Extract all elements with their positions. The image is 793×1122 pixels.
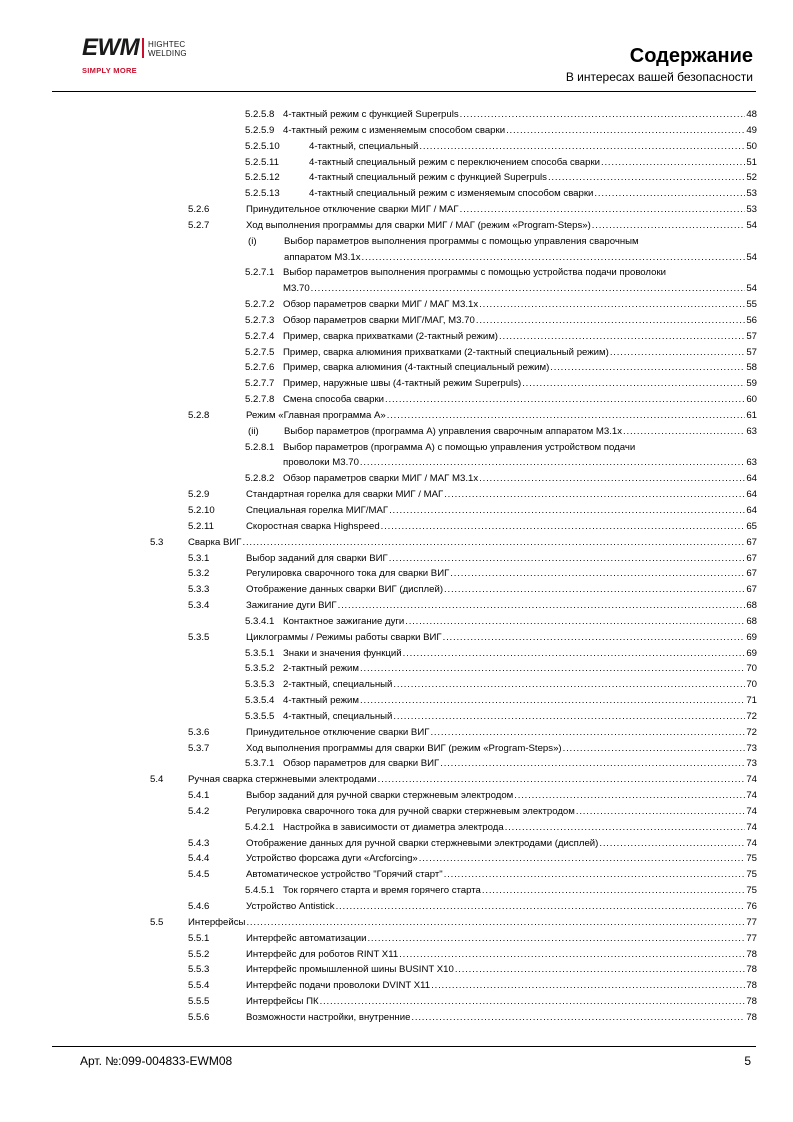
toc-entry-page: 53 bbox=[746, 188, 757, 200]
toc-entry-title: Смена способа сварки bbox=[283, 394, 385, 406]
toc-entry-page: 78 bbox=[746, 964, 757, 976]
toc-entry-number: 5.2.7.3 bbox=[245, 314, 275, 326]
toc-entry-title: Обзор параметров для сварки ВИГ bbox=[283, 758, 440, 770]
toc-entry[interactable] bbox=[0, 790, 793, 802]
toc-entry[interactable] bbox=[0, 774, 793, 786]
toc-leader-dots bbox=[246, 917, 745, 929]
toc-entry-title: Отображение данных для ручной сварки стержневыми электродами (дисплей) bbox=[246, 837, 599, 849]
page-header bbox=[0, 0, 793, 92]
toc-entry-number: 5.5.3 bbox=[188, 964, 210, 976]
toc-leader-dots bbox=[403, 648, 746, 660]
toc-entry-number: 5.4.5.1 bbox=[245, 885, 275, 897]
toc-entry[interactable] bbox=[0, 537, 793, 549]
toc-leader-dots bbox=[393, 679, 745, 691]
toc-entry-page: 71 bbox=[746, 695, 757, 707]
toc-entry-page: 72 bbox=[746, 726, 757, 738]
toc-entry-page: 74 bbox=[746, 774, 757, 786]
toc-leader-dots bbox=[362, 252, 746, 264]
toc-entry-number: 5.2.8 bbox=[188, 409, 210, 421]
toc-entry-page: 54 bbox=[746, 251, 757, 263]
toc-entry-title: Ручная сварка стержневыми электродами bbox=[188, 774, 377, 786]
logo-slogan: SIMPLY MORE bbox=[82, 66, 137, 75]
toc-entry-title: Режим «Главная программа А» bbox=[246, 409, 386, 421]
toc-leader-dots bbox=[243, 537, 746, 549]
toc-entry[interactable] bbox=[0, 853, 793, 865]
toc-entry[interactable] bbox=[0, 505, 793, 517]
toc-entry-number: 5.3.7.1 bbox=[245, 758, 275, 770]
toc-entry-title: Отображение данных сварки ВИГ (дисплей) bbox=[246, 584, 444, 596]
toc-leader-dots bbox=[550, 362, 745, 374]
toc-entry[interactable] bbox=[0, 584, 793, 596]
toc-entry-title: Возможности настройки, внутренние bbox=[246, 1011, 411, 1023]
toc-entry-number: 5.2.7.6 bbox=[245, 362, 275, 374]
toc-entry[interactable] bbox=[0, 220, 793, 232]
toc-entry-page: 78 bbox=[746, 996, 757, 1008]
toc-entry-number: 5.2.8.1 bbox=[245, 441, 275, 453]
toc-entry-title: Пример, наружные швы (4-тактный режим Superpuls) bbox=[283, 378, 522, 390]
toc-entry-number: 5.3.5.4 bbox=[245, 695, 275, 707]
toc-entry-title: Интерфейс автоматизации bbox=[246, 932, 367, 944]
toc-entry[interactable] bbox=[0, 410, 793, 422]
ewm-logo bbox=[82, 36, 222, 84]
toc-entry-page: 74 bbox=[746, 837, 757, 849]
page-number: 5 bbox=[744, 1054, 751, 1068]
toc-leader-dots bbox=[506, 125, 745, 137]
toc-entry-title-continuation: M3.70 bbox=[283, 283, 310, 295]
toc-entry-page: 53 bbox=[746, 204, 757, 216]
page-subtitle: В интересах вашей безопасности bbox=[565, 70, 753, 84]
toc-entry-number: 5.2.7.4 bbox=[245, 330, 275, 342]
toc-entry[interactable] bbox=[0, 568, 793, 580]
toc-entry-title: Ход выполнения программы для сварки МИГ / МАГ (режим «Program-Steps») bbox=[246, 219, 591, 231]
toc-leader-dots bbox=[381, 521, 746, 533]
toc-entry-number: 5.3 bbox=[150, 536, 164, 548]
toc-entry-number: 5.3.4.1 bbox=[245, 615, 275, 627]
toc-leader-dots bbox=[450, 568, 745, 580]
toc-leader-dots bbox=[389, 553, 746, 565]
toc-entry-number: 5.4 bbox=[150, 774, 164, 786]
toc-entry-number: 5.3.1 bbox=[188, 552, 210, 564]
toc-entry[interactable] bbox=[0, 521, 793, 533]
toc-entry-page: 68 bbox=[746, 600, 757, 612]
toc-entry-title: 4-тактный специальный режим с функцией Superpuls bbox=[309, 172, 547, 184]
toc-entry[interactable] bbox=[0, 347, 793, 359]
toc-entry-title-continuation: проволоки M3.70 bbox=[283, 457, 359, 469]
toc-entry-page: 74 bbox=[746, 805, 757, 817]
toc-entry-page: 67 bbox=[746, 536, 757, 548]
toc-entry-continuation[interactable] bbox=[0, 457, 793, 469]
toc-entry-title: Регулировка сварочного тока для сварки ВИГ bbox=[246, 568, 450, 580]
toc-entry[interactable] bbox=[0, 172, 793, 184]
toc-entry-page: 68 bbox=[746, 615, 757, 627]
toc-entry-page: 59 bbox=[746, 378, 757, 390]
toc-entry-number: 5.2.6 bbox=[188, 204, 210, 216]
toc-entry-page: 77 bbox=[746, 916, 757, 928]
toc-leader-dots bbox=[311, 283, 746, 295]
toc-leader-dots bbox=[514, 790, 745, 802]
toc-entry-page: 73 bbox=[746, 758, 757, 770]
toc-entry[interactable] bbox=[0, 442, 793, 454]
toc-leader-dots bbox=[460, 109, 746, 121]
toc-entry-number: 5.4.4 bbox=[188, 853, 210, 865]
toc-entry-title: Интерфейс подачи проволоки DVINT X11 bbox=[246, 980, 431, 992]
toc-entry-title: Обзор параметров сварки МИГ / МАГ M3.1x bbox=[283, 299, 479, 311]
toc-entry-page: 61 bbox=[746, 409, 757, 421]
toc-entry-number: 5.5.4 bbox=[188, 980, 210, 992]
toc-entry-page: 75 bbox=[746, 885, 757, 897]
toc-entry[interactable] bbox=[0, 806, 793, 818]
toc-entry-page: 72 bbox=[746, 710, 757, 722]
toc-leader-dots bbox=[430, 727, 745, 739]
toc-entry-number: 5.3.4 bbox=[188, 600, 210, 612]
toc-entry-number: 5.3.3 bbox=[188, 584, 210, 596]
toc-entry-title: 4-тактный специальный режим с переключением способа сварки bbox=[309, 156, 600, 168]
logo-divider bbox=[142, 38, 144, 58]
toc-entry[interactable] bbox=[0, 362, 793, 374]
toc-entry[interactable] bbox=[0, 949, 793, 961]
toc-entry-page: 78 bbox=[746, 948, 757, 960]
toc-leader-dots bbox=[399, 949, 745, 961]
toc-leader-dots bbox=[563, 743, 746, 755]
toc-entry-number: 5.4.5 bbox=[188, 869, 210, 881]
toc-entry-title: Выбор заданий для сварки ВИГ bbox=[246, 552, 388, 564]
toc-entry-number: 5.3.7 bbox=[188, 742, 210, 754]
logo-tagline-1: HIGHTEC bbox=[148, 40, 186, 49]
toc-entry-number: 5.2.5.11 bbox=[245, 156, 279, 168]
toc-leader-dots bbox=[482, 885, 745, 897]
page-title: Содержание bbox=[629, 45, 753, 67]
toc-entry-continuation[interactable] bbox=[0, 252, 793, 264]
toc-entry[interactable] bbox=[0, 917, 793, 929]
toc-entry[interactable] bbox=[0, 204, 793, 216]
toc-leader-dots bbox=[601, 157, 745, 169]
toc-entry-title: Интерфейсы bbox=[188, 916, 246, 928]
toc-entry-number: 5.2.10 bbox=[188, 505, 215, 516]
toc-entry-page: 74 bbox=[746, 821, 757, 833]
toc-entry-page: 76 bbox=[746, 901, 757, 912]
toc-leader-dots bbox=[367, 933, 745, 945]
toc-entry[interactable] bbox=[0, 109, 793, 121]
toc-entry[interactable] bbox=[0, 758, 793, 770]
toc-entry-page: 69 bbox=[746, 631, 757, 643]
toc-entry-number: 5.3.5 bbox=[188, 631, 210, 643]
toc-leader-dots bbox=[443, 632, 746, 644]
toc-leader-dots bbox=[419, 141, 745, 153]
article-number: Арт. №:099-004833-EWM08 bbox=[80, 1054, 233, 1068]
toc-entry[interactable] bbox=[0, 157, 793, 169]
toc-entry-page: 63 bbox=[746, 425, 757, 437]
toc-entry-page: 54 bbox=[746, 219, 757, 231]
toc-entry-title: Регулировка сварочного тока для ручной сварки стержневым электродом bbox=[246, 805, 575, 817]
toc-entry[interactable] bbox=[0, 679, 793, 691]
toc-leader-dots bbox=[455, 964, 746, 976]
toc-entry-title: Принудительное отключение сварки ВИГ bbox=[246, 726, 430, 738]
toc-leader-dots bbox=[360, 457, 745, 469]
toc-entry-title: Выбор параметров (программа A) управления сварочным аппаратом M3.1x bbox=[284, 425, 623, 437]
toc-entry-number: 5.2.7.2 bbox=[245, 299, 275, 311]
toc-leader-dots bbox=[405, 616, 745, 628]
toc-entry-title: 2-тактный режим bbox=[283, 663, 360, 675]
toc-entry-number: 5.3.5.5 bbox=[245, 710, 275, 722]
toc-entry-page: 58 bbox=[746, 362, 757, 374]
toc-leader-dots bbox=[389, 505, 745, 517]
toc-leader-dots bbox=[419, 853, 746, 865]
toc-entry-page: 63 bbox=[746, 457, 757, 469]
toc-leader-dots bbox=[385, 394, 745, 406]
toc-entry[interactable] bbox=[0, 394, 793, 406]
toc-entry-page: 65 bbox=[746, 520, 757, 532]
toc-leader-dots bbox=[444, 489, 745, 501]
toc-leader-dots bbox=[460, 204, 746, 216]
toc-entry[interactable] bbox=[0, 996, 793, 1008]
toc-entry[interactable] bbox=[0, 663, 793, 675]
toc-entry-title: Пример, сварка алюминия (4-тактный специальный режим) bbox=[283, 362, 550, 374]
toc-entry-title: 4-тактный, специальный bbox=[283, 710, 393, 722]
toc-entry-page: 57 bbox=[746, 330, 757, 342]
toc-entry-title: Специальная горелка МИГ/МАГ bbox=[246, 505, 389, 516]
toc-entry-page: 64 bbox=[746, 505, 757, 516]
toc-leader-dots bbox=[431, 980, 745, 992]
toc-entry-page: 74 bbox=[746, 790, 757, 802]
toc-leader-dots bbox=[393, 711, 745, 723]
toc-entry-title: Контактное зажигание дуги bbox=[283, 615, 405, 627]
toc-leader-dots bbox=[360, 695, 745, 707]
toc-entry[interactable] bbox=[0, 426, 793, 438]
toc-entry[interactable] bbox=[0, 473, 793, 485]
toc-entry-page: 57 bbox=[746, 346, 757, 358]
toc-entry-page: 78 bbox=[746, 980, 757, 992]
toc-entry-title: Обзор параметров сварки МИГ / МАГ M3.1x bbox=[283, 473, 479, 485]
toc-entry-page: 67 bbox=[746, 584, 757, 596]
toc-leader-dots bbox=[387, 410, 746, 422]
toc-entry[interactable] bbox=[0, 299, 793, 311]
toc-leader-dots bbox=[522, 378, 745, 390]
toc-leader-dots bbox=[479, 299, 745, 311]
toc-entry-page: 52 bbox=[746, 172, 757, 184]
toc-entry-title: Автоматическое устройство "Горячий старт" bbox=[246, 869, 443, 881]
toc-leader-dots bbox=[336, 901, 746, 913]
toc-entry-number: 5.2.7 bbox=[188, 219, 210, 231]
toc-entry-page: 51 bbox=[746, 156, 757, 168]
toc-leader-dots bbox=[592, 220, 746, 232]
toc-entry-page: 70 bbox=[746, 679, 757, 691]
toc-entry-title: 2-тактный, специальный bbox=[283, 679, 393, 691]
toc-entry[interactable] bbox=[0, 648, 793, 660]
toc-entry-number: 5.5 bbox=[150, 916, 164, 928]
logo-tagline bbox=[148, 40, 187, 58]
toc-entry-number: 5.3.2 bbox=[188, 568, 210, 580]
toc-leader-dots bbox=[476, 315, 745, 327]
toc-entry[interactable] bbox=[0, 236, 793, 248]
toc-leader-dots bbox=[360, 663, 745, 675]
toc-entry[interactable] bbox=[0, 125, 793, 137]
toc-entry-page: 73 bbox=[746, 742, 757, 754]
toc-entry[interactable] bbox=[0, 616, 793, 628]
toc-entry[interactable] bbox=[0, 980, 793, 992]
toc-entry-title: 4-тактный режим с изменяемым способом сварки bbox=[283, 124, 506, 136]
toc-entry-title: Циклограммы / Режимы работы сварки ВИГ bbox=[246, 631, 442, 643]
toc-entry-title: Устройство Antistick bbox=[246, 901, 335, 912]
toc-entry[interactable] bbox=[0, 727, 793, 739]
toc-entry-title: Стандартная горелка для сварки МИГ / МАГ bbox=[246, 489, 444, 501]
toc-entry-page: 49 bbox=[746, 124, 757, 136]
toc-entry-title: Пример, сварка прихватками (2-тактный режим) bbox=[283, 330, 499, 342]
toc-entry[interactable] bbox=[0, 822, 793, 834]
toc-entry-page: 64 bbox=[746, 473, 757, 485]
toc-entry-title: Зажигание дуги ВИГ bbox=[246, 600, 337, 612]
toc-entry-page: 64 bbox=[746, 489, 757, 501]
toc-entry-page: 50 bbox=[746, 140, 757, 152]
toc-leader-dots bbox=[444, 584, 745, 596]
toc-entry-number: 5.4.3 bbox=[188, 837, 210, 849]
toc-entry[interactable] bbox=[0, 743, 793, 755]
toc-entry-page: 75 bbox=[746, 853, 757, 865]
toc-entry-page: 60 bbox=[746, 394, 757, 406]
toc-entry-title: Интерфейс для роботов RINT X11 bbox=[246, 948, 399, 960]
toc-entry-page: 75 bbox=[746, 869, 757, 881]
toc-entry-page: 48 bbox=[746, 109, 757, 120]
toc-entry-title: Ход выполнения программы для сварки ВИГ (режим «Program-Steps») bbox=[246, 742, 562, 754]
toc-leader-dots bbox=[411, 1012, 745, 1024]
toc-entry-number: 5.5.5 bbox=[188, 996, 210, 1008]
toc-entry[interactable] bbox=[0, 315, 793, 327]
toc-leader-dots bbox=[548, 172, 745, 184]
toc-entry-title: Интерфейс промышленной шины BUSINT X10 bbox=[246, 964, 454, 976]
toc-entry[interactable] bbox=[0, 553, 793, 565]
toc-entry-number: 5.2.5.13 bbox=[245, 188, 280, 200]
toc-entry-title: Пример, сварка алюминия прихватками (2-тактный специальный режим) bbox=[283, 346, 609, 358]
footer-divider bbox=[52, 1046, 756, 1047]
toc-entry-title: Устройство форсажа дуги «Arcforcing» bbox=[246, 853, 418, 865]
toc-leader-dots bbox=[338, 600, 746, 612]
toc-entry-title: Скоростная сварка Highspeed bbox=[246, 520, 380, 532]
toc-entry-number: (ii) bbox=[248, 425, 259, 437]
toc-leader-dots bbox=[479, 473, 745, 485]
toc-entry[interactable] bbox=[0, 695, 793, 707]
toc-entry-title: 4-тактный, специальный bbox=[309, 140, 419, 152]
toc-entry-number: 5.3.6 bbox=[188, 726, 210, 738]
toc-entry-continuation[interactable] bbox=[0, 283, 793, 295]
toc-entry[interactable] bbox=[0, 632, 793, 644]
toc-leader-dots bbox=[440, 758, 745, 770]
toc-entry-number: 5.2.7.7 bbox=[245, 378, 275, 390]
toc-entry-title: 4-тактный режим с функцией Superpuls bbox=[283, 109, 459, 120]
toc-entry-title: Выбор параметров (программа A) с помощью управления устройством подачи bbox=[283, 441, 636, 453]
toc-entry-number: 5.4.2.1 bbox=[245, 821, 275, 833]
toc-entry-page: 77 bbox=[746, 932, 757, 944]
toc-entry-title: Выбор параметров выполнения программы с помощью устройства подачи проволоки bbox=[283, 267, 667, 279]
toc-entry-number: 5.2.7.1 bbox=[245, 267, 275, 279]
toc-entry-title: Настройка в зависимости от диаметра электрода bbox=[283, 821, 504, 833]
toc-entry-number: 5.4.6 bbox=[188, 901, 210, 912]
toc-entry[interactable] bbox=[0, 267, 793, 279]
toc-entry-title: Принудительное отключение сварки МИГ / МАГ bbox=[246, 204, 459, 216]
toc-entry-number: 5.3.5.3 bbox=[245, 679, 275, 691]
toc-entry[interactable] bbox=[0, 711, 793, 723]
toc-entry-title: Ток горячего старта и время горячего старта bbox=[283, 885, 481, 897]
toc-entry-number: 5.3.5.1 bbox=[245, 647, 275, 659]
toc-entry[interactable] bbox=[0, 885, 793, 897]
toc-entry[interactable] bbox=[0, 600, 793, 612]
toc-entry[interactable] bbox=[0, 331, 793, 343]
toc-leader-dots bbox=[444, 869, 746, 881]
toc-entry-number: 5.4.2 bbox=[188, 805, 210, 817]
toc-entry-number: 5.4.1 bbox=[188, 790, 210, 802]
toc-entry-number: (i) bbox=[248, 235, 257, 247]
toc-entry-number: 5.5.2 bbox=[188, 948, 210, 960]
toc-entry-number: 5.2.9 bbox=[188, 489, 210, 501]
toc-entry[interactable] bbox=[0, 378, 793, 390]
toc-entry[interactable] bbox=[0, 188, 793, 200]
toc-entry[interactable] bbox=[0, 141, 793, 153]
toc-leader-dots bbox=[594, 188, 745, 200]
toc-entry-number: 5.2.8.2 bbox=[245, 473, 275, 485]
toc-entry-number: 5.5.1 bbox=[188, 932, 210, 944]
toc-entry-page: 56 bbox=[746, 314, 757, 326]
toc-entry[interactable] bbox=[0, 933, 793, 945]
toc-entry[interactable] bbox=[0, 1012, 793, 1024]
logo-tagline-2: WELDING bbox=[148, 49, 187, 58]
toc-entry-number: 5.3.5.2 bbox=[245, 663, 275, 675]
toc-entry-number: 5.2.5.8 bbox=[245, 109, 275, 120]
toc-leader-dots bbox=[623, 426, 745, 438]
toc-entry-title: Выбор заданий для ручной сварки стержневым электродом bbox=[246, 790, 514, 802]
toc-entry-number: 5.2.5.12 bbox=[245, 172, 280, 184]
toc-entry-title: Сварка ВИГ bbox=[188, 536, 242, 548]
toc-entry-title: 4-тактный специальный режим с изменяемым способом сварки bbox=[309, 188, 594, 200]
toc-entry-title: 4-тактный режим bbox=[283, 695, 360, 707]
toc-leader-dots bbox=[576, 806, 745, 818]
toc-entry-page: 55 bbox=[746, 299, 757, 311]
toc-entry[interactable] bbox=[0, 838, 793, 850]
toc-entry[interactable] bbox=[0, 901, 793, 913]
toc-entry-page: 67 bbox=[746, 568, 757, 580]
toc-entry-title: Выбор параметров выполнения программы с помощью управления сварочным bbox=[284, 235, 639, 247]
header-divider bbox=[52, 91, 756, 92]
toc-leader-dots bbox=[505, 822, 746, 834]
toc-leader-dots bbox=[599, 838, 745, 850]
toc-entry[interactable] bbox=[0, 869, 793, 881]
toc-entry-title: Знаки и значения функций bbox=[283, 647, 402, 659]
toc-entry-number: 5.5.6 bbox=[188, 1011, 210, 1023]
toc-leader-dots bbox=[320, 996, 746, 1008]
toc-entry-page: 69 bbox=[746, 647, 757, 659]
toc-entry-title: Обзор параметров сварки МИГ/МАГ, M3.70 bbox=[283, 314, 475, 326]
toc-entry-title: Интерфейсы ПК bbox=[246, 996, 319, 1008]
toc-leader-dots bbox=[610, 347, 745, 359]
toc-entry-number: 5.2.11 bbox=[188, 520, 214, 532]
toc-entry-number: 5.2.7.8 bbox=[245, 394, 275, 406]
toc-entry[interactable] bbox=[0, 964, 793, 976]
toc-entry-page: 78 bbox=[746, 1011, 757, 1023]
toc-entry-page: 67 bbox=[746, 552, 757, 564]
toc-entry-title-continuation: аппаратом M3.1x bbox=[284, 251, 361, 263]
toc-entry-number: 5.2.5.9 bbox=[245, 124, 275, 136]
toc-entry-number: 5.2.5.10 bbox=[245, 140, 280, 152]
toc-entry-number: 5.2.7.5 bbox=[245, 346, 275, 358]
toc-leader-dots bbox=[499, 331, 745, 343]
toc-entry-page: 54 bbox=[746, 283, 757, 295]
toc-entry-page: 70 bbox=[746, 663, 757, 675]
toc-entry[interactable] bbox=[0, 489, 793, 501]
logo-brand: EWM bbox=[82, 34, 140, 61]
toc-leader-dots bbox=[378, 774, 746, 786]
